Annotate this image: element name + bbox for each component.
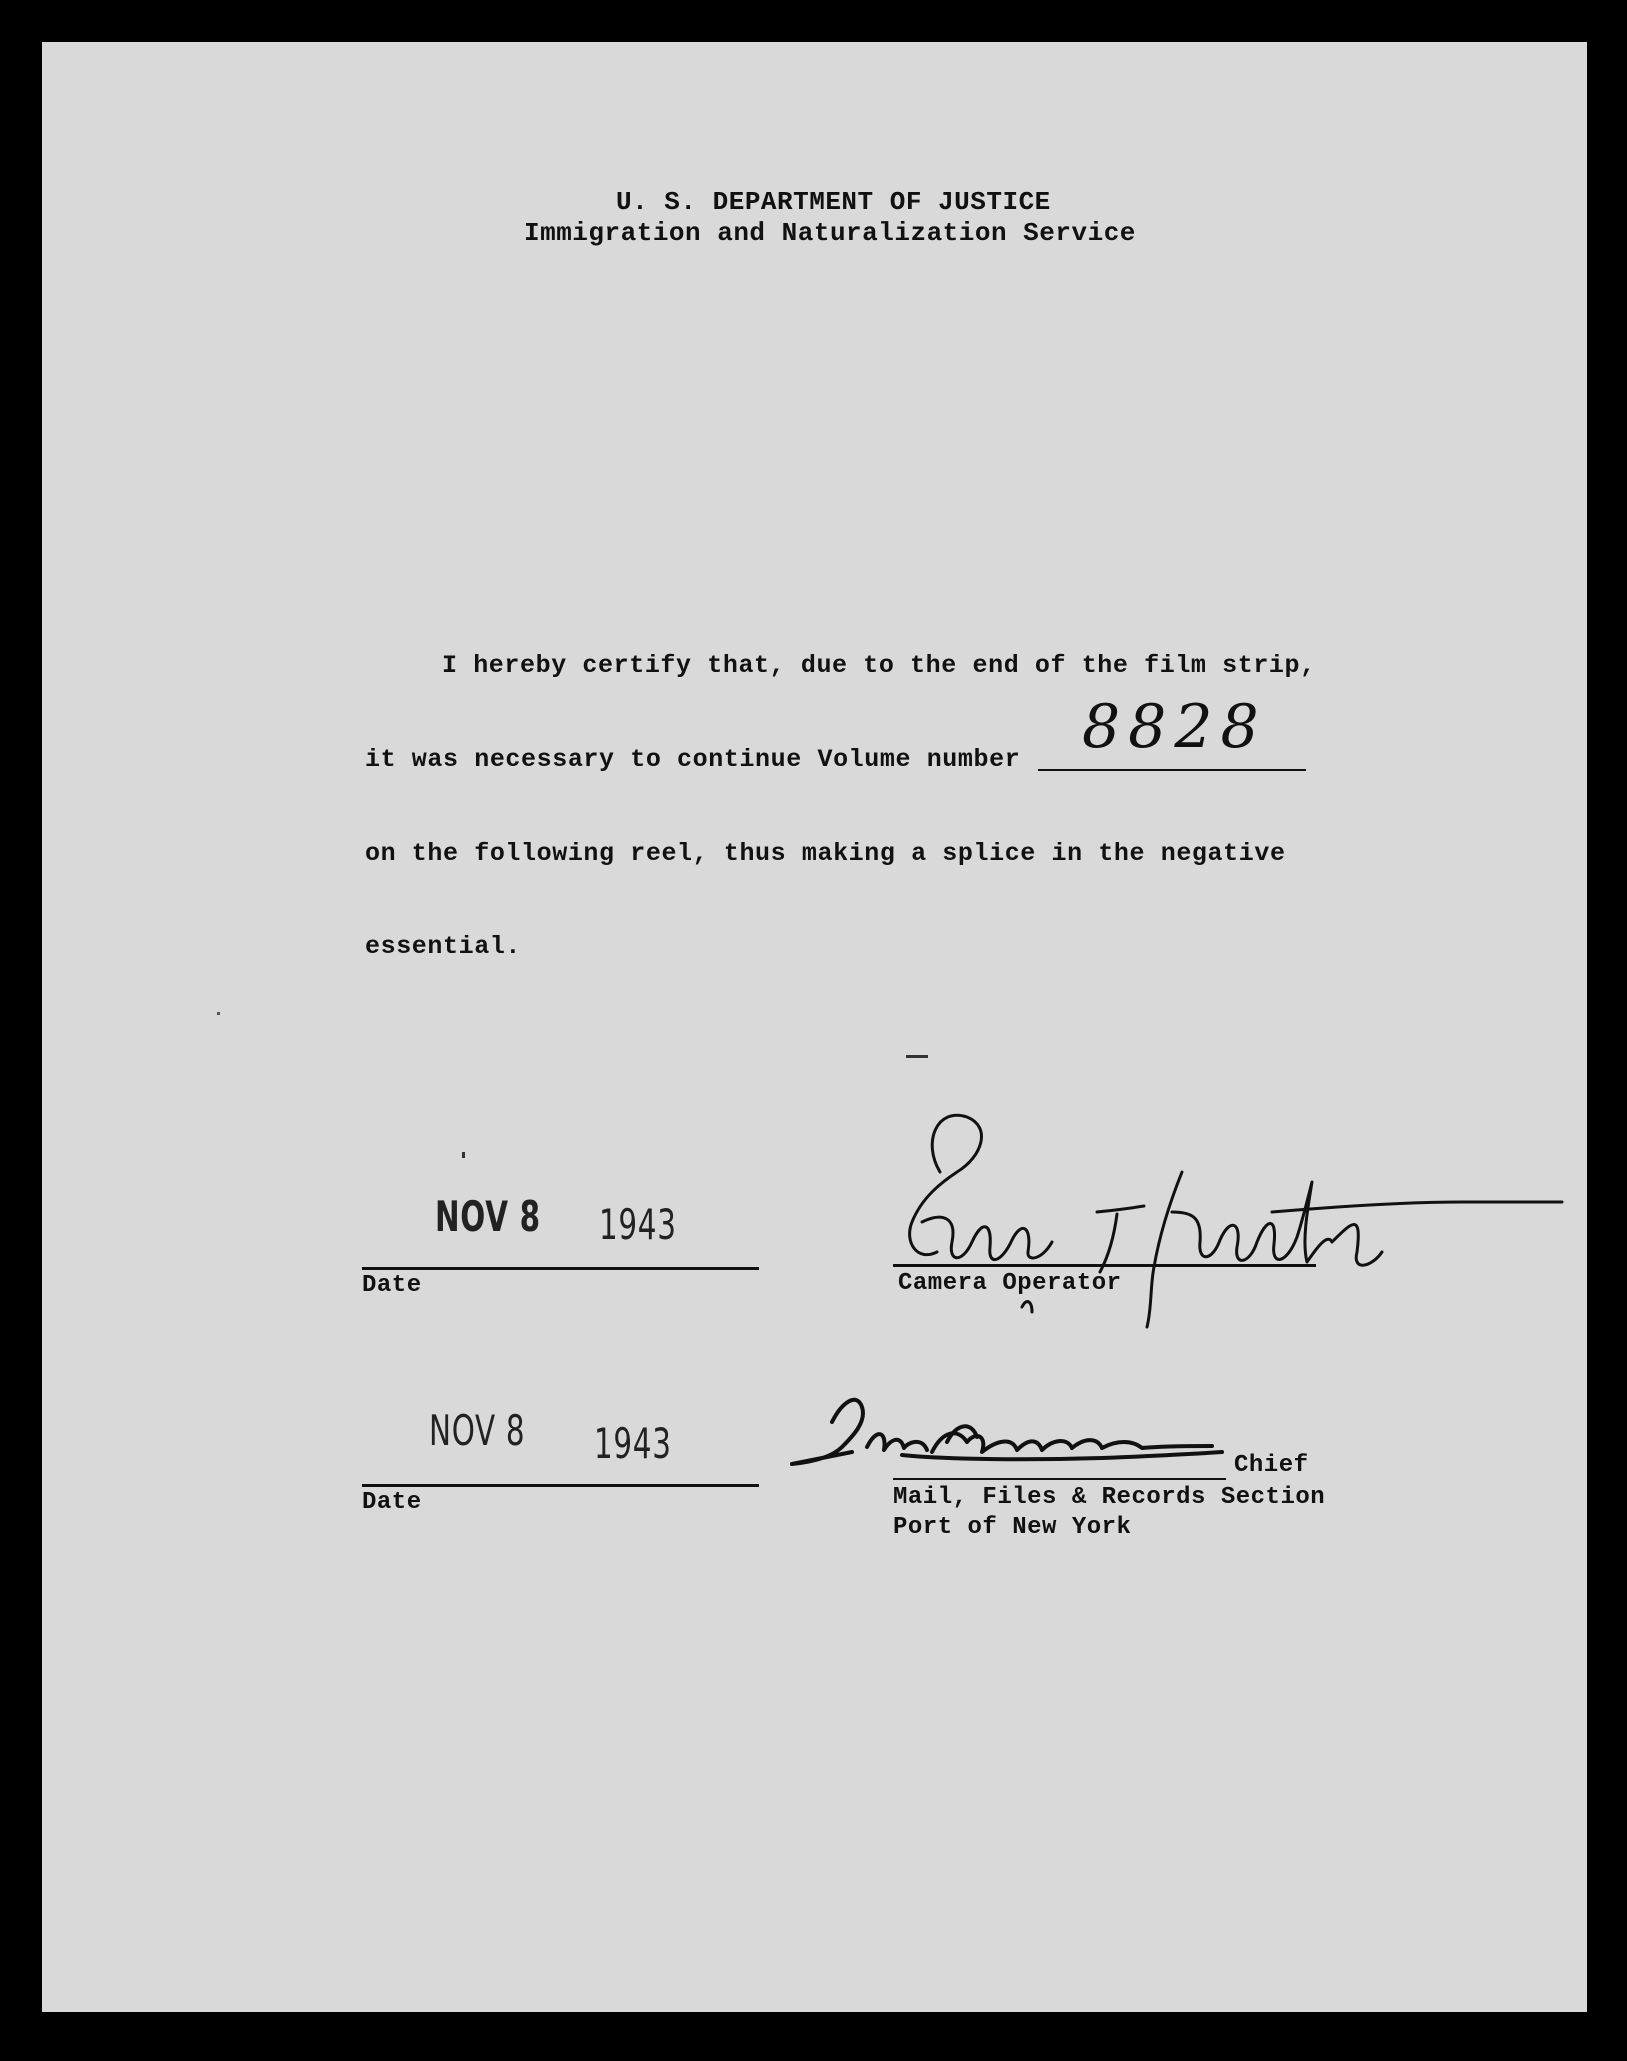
date-1-line [362, 1267, 759, 1270]
header-service: Immigration and Naturalization Service [524, 218, 1136, 248]
date-stamp-1-month-day: NOV 8 [435, 1192, 541, 1241]
date-2-label: Date [362, 1489, 422, 1516]
body-line-2: it was necessary to continue Volume number [365, 745, 1021, 774]
header-department: U. S. DEPARTMENT OF JUSTICE [616, 187, 1051, 217]
chief-title: Chief [1234, 1452, 1309, 1479]
body-line-4: essential. [365, 932, 522, 961]
body-line-3: on the following reel, thus making a splice in the negative [365, 839, 1286, 868]
date-1-label: Date [362, 1272, 422, 1299]
section-title-line-2: Port of New York [893, 1514, 1132, 1541]
scan-speck [462, 1152, 465, 1158]
chief-signature [772, 1382, 1332, 1502]
scan-speck [217, 1012, 220, 1015]
section-title-line-1: Mail, Files & Records Section [893, 1484, 1326, 1511]
date-stamp-1-year: 1943 [599, 1200, 677, 1249]
body-line-1: I hereby certify that, due to the end of the film strip, [442, 651, 1316, 680]
camera-operator-signature [882, 1102, 1442, 1312]
date-stamp-2-year: 1943 [594, 1419, 672, 1468]
date-stamp-2-month-day: NOV 8 [429, 1406, 526, 1455]
volume-number-handwritten: 8828 [1082, 692, 1267, 762]
scan-speck [906, 1055, 928, 1058]
camera-operator-label: Camera Operator [898, 1270, 1122, 1297]
document-page [42, 42, 1587, 2012]
volume-number-underline [1038, 769, 1306, 771]
date-2-line [362, 1484, 759, 1487]
